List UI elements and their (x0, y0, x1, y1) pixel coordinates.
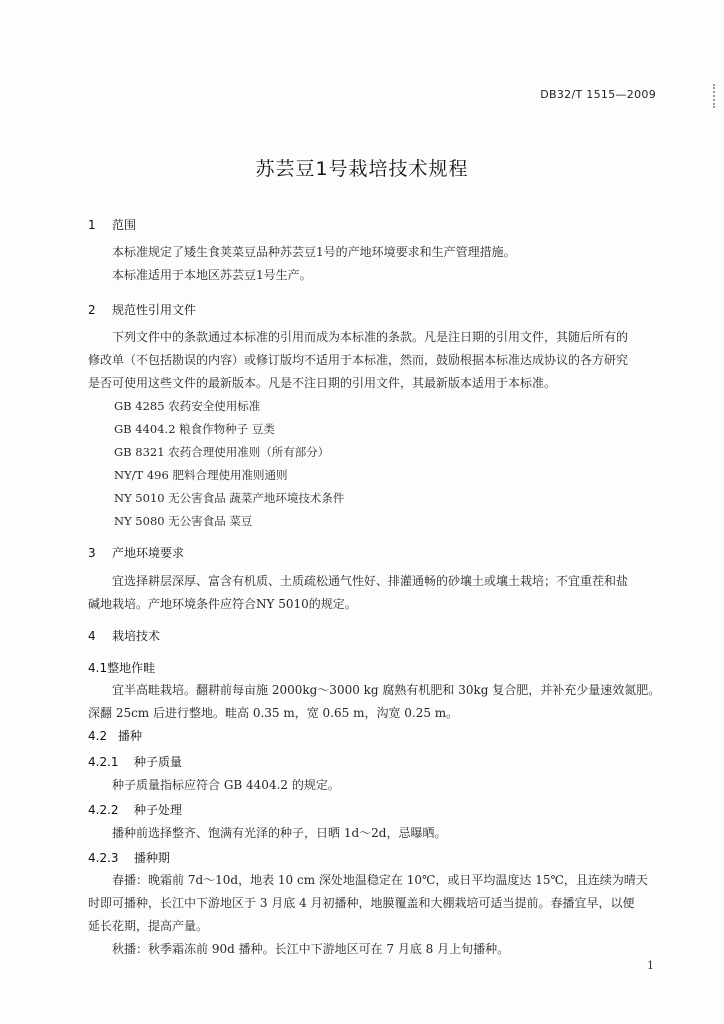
reference-item: GB 8321 农药合理使用准则（所有部分） (114, 445, 330, 459)
section-number: 2 (88, 303, 96, 317)
section-3 (88, 545, 660, 561)
paragraph: 本标准适用于本地区苏芸豆1号生产。 (112, 268, 312, 282)
section-title: 产地环境要求 (112, 546, 185, 560)
section-4-2-3 (88, 850, 660, 866)
standard-code: DB32/T 1515—2009 (540, 88, 656, 101)
section-number: 4.1 (88, 661, 108, 675)
section-heading (88, 660, 660, 676)
section-number: 4.2 (88, 729, 108, 743)
section-number: 4 (88, 629, 96, 643)
paragraph-line: 碱地栽培。产地环境条件应符合NY 5010的规定。 (88, 597, 357, 611)
section-4-2-3-body (88, 869, 660, 961)
section-4-1 (88, 660, 660, 676)
paragraph-line: 秋播：秋季霜冻前 90d 播种。长江中下游地区可在 7 月底 8 月上旬播种。 (112, 942, 510, 956)
section-number: 4.2.2 (88, 803, 119, 817)
section-2 (88, 302, 660, 318)
section-4-2-1-body (88, 774, 660, 797)
reference-item: NY 5010 无公害食品 蔬菜产地环境技术条件 (114, 491, 345, 505)
section-title: 栽培技术 (112, 629, 161, 643)
section-number: 4.2.3 (88, 851, 119, 865)
section-title: 范围 (112, 218, 137, 232)
section-2-body (88, 326, 660, 533)
paragraph-line: 是否可使用这些文件的最新版本。凡是不注日期的引用文件，其最新版本适用于本标准。 (88, 376, 557, 390)
paragraph-line: 深翻 25cm 后进行整地。畦高 0.35 m，宽 0.65 m，沟宽 0.25 m。 (88, 706, 459, 720)
section-heading (88, 628, 660, 644)
document-title: 苏芸豆1号栽培技术规程 (255, 158, 469, 180)
section-title: 播种期 (134, 851, 171, 865)
paragraph-line: 下列文件中的条款通过本标准的引用而成为本标准的条款。凡是注日期的引用文件，其随后所有的 (112, 330, 629, 344)
section-1-body (88, 241, 660, 287)
section-1 (88, 217, 660, 233)
scan-edge-mark (713, 84, 720, 108)
paragraph-line: 春播：晚霜前 7d～10d，地表 10 cm 深处地温稳定在 10℃，或日平均温度达 15℃，且连续为晴天 (112, 873, 648, 887)
section-heading (88, 754, 660, 770)
paragraph: 播种前选择整齐、饱满有光泽的种子，日晒 1d～2d，忌曝晒。 (112, 826, 447, 840)
section-heading (88, 302, 660, 318)
section-title: 种子质量 (134, 755, 183, 769)
reference-item: GB 4404.2 粮食作物种子 豆类 (114, 422, 275, 436)
section-3-body (88, 570, 660, 616)
section-number: 4.2.1 (88, 755, 119, 769)
paragraph: 种子质量指标应符合 GB 4404.2 的规定。 (112, 778, 340, 792)
paragraph-line: 延长花期，提高产量。 (88, 919, 209, 933)
section-heading (88, 802, 660, 818)
page-number: 1 (647, 959, 654, 972)
paragraph-line: 时即可播种，长江中下游地区于 3 月底 4 月初播种，地膜覆盖和大棚栽培可适当提前。春播宜早，以便 (88, 896, 635, 910)
section-number: 3 (88, 546, 96, 560)
paragraph-line: 宜选择耕层深厚、富含有机质、土质疏松通气性好、排灌通畅的砂壤土或壤土栽培；不宜重茬和盐 (112, 574, 629, 588)
reference-item: GB 4285 农药安全使用标准 (114, 399, 261, 413)
section-heading (88, 850, 660, 866)
section-title: 规范性引用文件 (112, 303, 197, 317)
section-4-2-1 (88, 754, 660, 770)
paragraph-line: 修改单（不包括勘误的内容）或修订版均不适用于本标准，然而，鼓励根据本标准达成协议的各方研究 (88, 353, 629, 367)
section-heading (88, 545, 660, 561)
reference-item: NY/T 496 肥料合理使用准则通则 (114, 468, 288, 482)
section-4 (88, 628, 660, 644)
section-heading (88, 217, 660, 233)
section-title: 播种 (118, 729, 143, 743)
section-4-2-2 (88, 802, 660, 818)
section-title: 整地作畦 (107, 661, 156, 675)
section-heading (88, 728, 660, 744)
paragraph: 本标准规定了矮生食荚菜豆品种苏芸豆1号的产地环境要求和生产管理措施。 (112, 245, 516, 259)
section-4-2 (88, 728, 660, 744)
reference-item: NY 5080 无公害食品 菜豆 (114, 514, 253, 528)
section-title: 种子处理 (134, 803, 183, 817)
section-4-2-2-body (88, 822, 660, 845)
paragraph-line: 宜半高畦栽培。翻耕前每亩施 2000kg～3000 kg 腐熟有机肥和 30kg 复合肥，并补充少量速效氮肥。 (112, 683, 661, 697)
section-4-1-body (88, 679, 660, 725)
section-number: 1 (88, 218, 96, 232)
